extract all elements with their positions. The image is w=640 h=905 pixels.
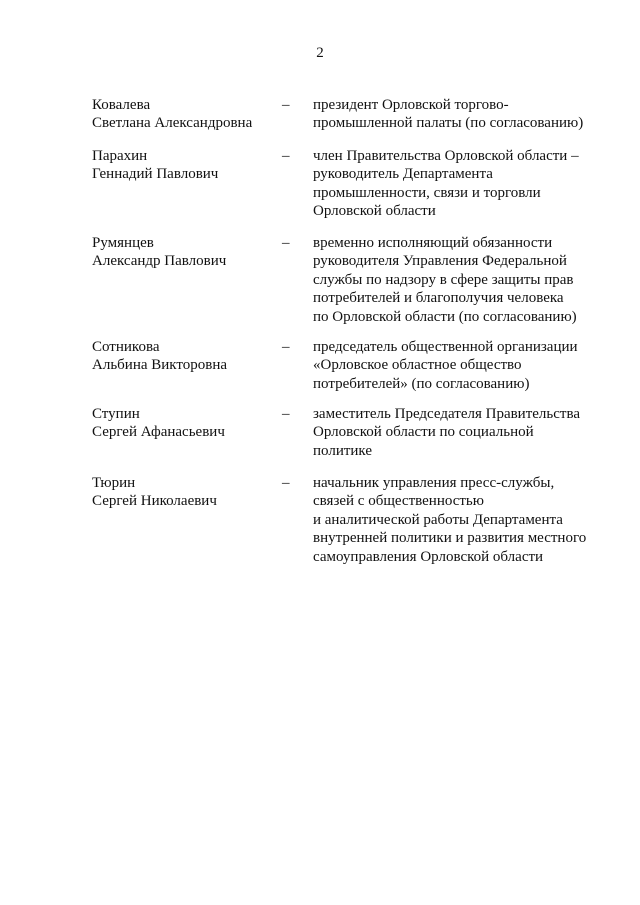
member-surname: Парахин — [92, 148, 148, 164]
member-given-names: Альбина Викторовна — [92, 357, 227, 374]
role-line: потребителей» (по согласованию) — [313, 375, 530, 392]
member-surname: Тюрин — [92, 475, 136, 491]
role-line: по Орловской области (по согласованию) — [313, 308, 577, 325]
member-surname: Румянцев — [92, 235, 154, 251]
member-name — [92, 96, 277, 133]
role-line: заместитель Председателя Правительства — [313, 406, 581, 422]
role-line: потребителей и благополучия человека — [313, 290, 564, 307]
page-number: 2 — [316, 45, 324, 61]
role-line: руководитель Департамента — [313, 166, 493, 183]
separator-dash: – — [282, 235, 290, 251]
role-line: Орловской области по социальной — [313, 424, 534, 441]
member-given-names: Сергей Афанасьевич — [92, 424, 225, 441]
member-role — [313, 474, 623, 566]
role-line: временно исполняющий обязанности — [313, 235, 553, 251]
member-role — [313, 96, 623, 133]
role-line: председатель общественной организации — [313, 339, 578, 355]
role-line: службы по надзору в сфере защиты прав — [313, 271, 574, 288]
member-role — [313, 338, 623, 393]
role-line: политике — [313, 442, 372, 459]
member-given-names: Сергей Николаевич — [92, 493, 217, 510]
member-name — [92, 147, 277, 184]
member-surname: Сотникова — [92, 339, 160, 355]
separator-dash: – — [282, 148, 290, 164]
role-line: самоуправления Орловской области — [313, 548, 544, 565]
role-line: член Правительства Орловской области – — [313, 148, 579, 164]
member-role — [313, 234, 623, 326]
role-line: руководителя Управления Федеральной — [313, 253, 567, 270]
member-given-names: Геннадий Павлович — [92, 166, 219, 183]
member-role — [313, 147, 623, 221]
separator-dash: – — [282, 406, 290, 422]
role-line: Орловской области — [313, 203, 436, 220]
member-role — [313, 405, 623, 460]
member-given-names: Александр Павлович — [92, 253, 227, 270]
separator-dash: – — [282, 475, 290, 491]
separator-dash: – — [282, 339, 290, 355]
role-line: и аналитической работы Департамента — [313, 511, 563, 528]
member-surname: Ступин — [92, 406, 140, 422]
role-line: внутренней политики и развития местного — [313, 530, 587, 547]
member-surname: Ковалева — [92, 97, 151, 113]
member-name — [92, 474, 277, 511]
role-line: промышленности, связи и торговли — [313, 184, 541, 201]
role-line: начальник управления пресс-службы, — [313, 475, 555, 491]
member-name — [92, 405, 277, 442]
member-given-names: Светлана Александровна — [92, 115, 253, 132]
role-line: «Орловское областное общество — [313, 357, 522, 374]
separator-dash: – — [282, 97, 290, 113]
role-line: президент Орловской торгово- — [313, 97, 509, 113]
member-name — [92, 338, 277, 375]
role-line: связей с общественностью — [313, 493, 484, 510]
role-line: промышленной палаты (по согласованию) — [313, 115, 584, 132]
member-name — [92, 234, 277, 271]
